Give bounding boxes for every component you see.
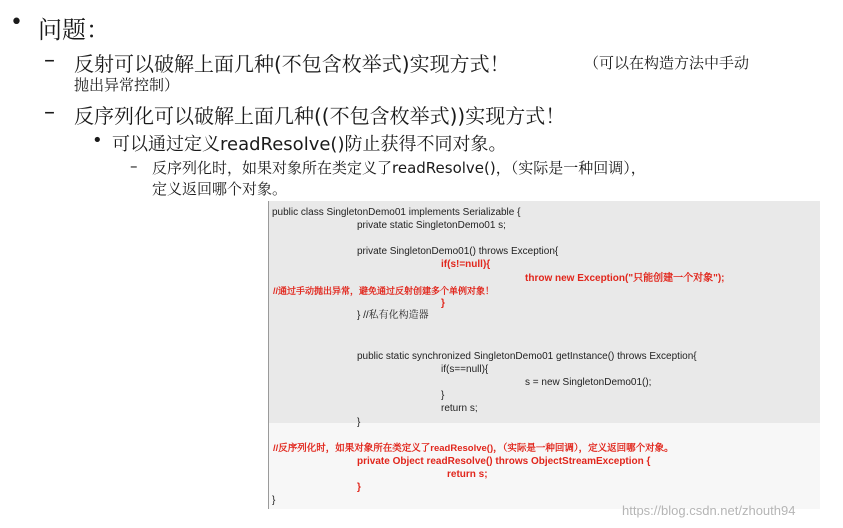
item2-text: 反序列化可以破解上面几种((不包含枚举式))实现方式！	[74, 104, 566, 128]
code-line-return: return s;	[441, 403, 478, 414]
item1-note-line2: 抛出异常控制）	[74, 76, 180, 94]
code-line-constructor: private SingletonDemo01() throws Exception{	[357, 246, 559, 257]
code-line-close-if: }	[441, 298, 445, 309]
code-line-new-instance: s = new SingletonDemo01();	[525, 377, 652, 388]
watermark: https://blog.csdn.net/zhouth94	[622, 503, 796, 518]
code-line-close-readresolve: }	[357, 482, 361, 493]
code-line-class-decl: public class SingletonDemo01 implements Serializable {	[272, 207, 521, 218]
item1-text: 反射可以破解上面几种(不包含枚举式)实现方式！	[74, 52, 510, 76]
code-panel-grey-area	[269, 201, 820, 423]
sub-bullet-text: 可以通过定义readResolve()防止获得不同对象。	[112, 134, 507, 155]
code-line-close-method: }	[357, 417, 361, 428]
sub-dash: –	[130, 157, 138, 175]
code-line-close-if2: }	[441, 390, 445, 401]
code-panel	[268, 201, 820, 509]
code-line-comment-readresolve: //反序列化时，如果对象所在类定义了readResolve()，（实际是一种回调），定义返回哪个对象。	[273, 443, 674, 454]
sub-dash-line1: 反序列化时，如果对象所在类定义了readResolve()，（实际是一种回调），	[152, 159, 646, 177]
code-line-if-null: if(s==null){	[441, 364, 489, 375]
heading-bullet: •	[10, 10, 23, 35]
heading-text: 问题：	[38, 16, 110, 44]
code-line-field: private static SingletonDemo01 s;	[357, 220, 506, 231]
code-line-close-class: }	[272, 495, 276, 506]
code-line-if-not-null: if(s!=null){	[441, 259, 491, 270]
code-line-get-instance: public static synchronized SingletonDemo01 getInstance() throws Exception{	[357, 351, 697, 362]
code-line-close-constructor: } //私有化构造器	[357, 310, 429, 321]
item1-dash: –	[44, 48, 55, 73]
code-line-return-s: return s;	[447, 469, 488, 480]
item1-note-line1: （可以在构造方法中手动	[584, 54, 750, 72]
item2-dash: –	[44, 100, 55, 125]
code-line-comment-reflection: //通过手动抛出异常，避免通过反射创建多个单例对象！	[273, 286, 495, 296]
sub-dash-line2: 定义返回哪个对象。	[152, 180, 288, 198]
sub-bullet: •	[92, 130, 103, 151]
code-line-throw: throw new Exception("只能创建一个对象");	[525, 273, 725, 284]
code-line-readresolve: private Object readResolve() throws ObjectStreamException {	[357, 456, 651, 467]
